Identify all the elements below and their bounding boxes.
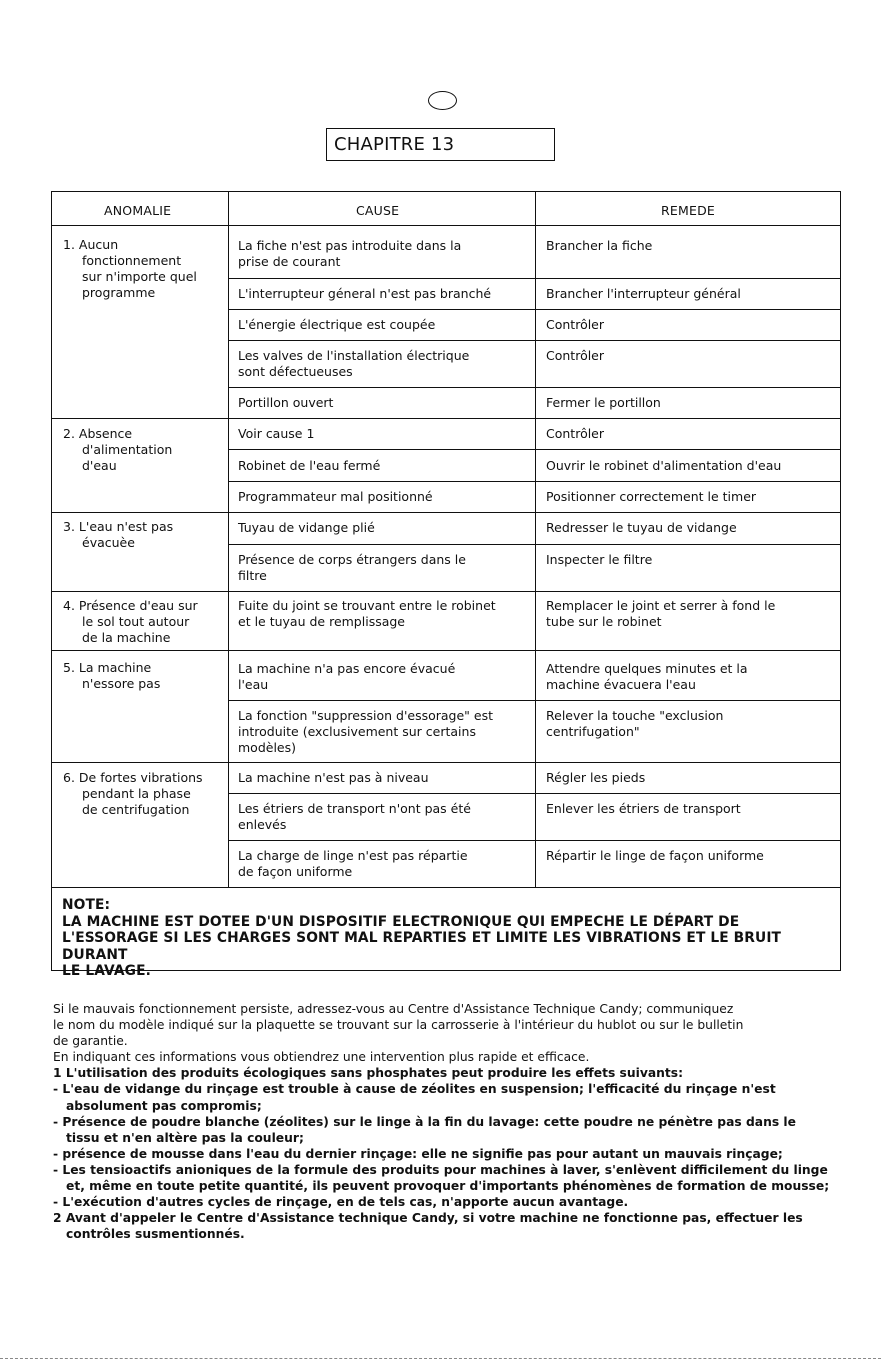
footer-line: tissu et n'en altère pas la couleur; [66, 1130, 304, 1145]
row-divider [51, 512, 841, 513]
note-box [62, 897, 832, 980]
cause-cell: Les valves de l'installation électrique sont défectueuses [238, 348, 470, 379]
footer-line: et, même en toute petite quantité, ils peuvent provoquer d'importants phénomènes de formation de mousse; [66, 1179, 830, 1194]
anomaly-line: d'eau [82, 458, 117, 473]
footer-line: - L'eau de vidange du rinçage est trouble à cause de zéolites en suspension; l'efficacité du rinçage n'est [53, 1082, 776, 1097]
header-cause: CAUSE [356, 203, 400, 218]
cause-cell: Présence de corps étrangers dans le filtre [238, 552, 466, 583]
remedy-cell: Enlever les étriers de transport [546, 801, 741, 816]
anomaly-5 [63, 660, 228, 692]
sub-row-divider [228, 309, 841, 310]
header-anomalie: ANOMALIE [104, 203, 172, 218]
sub-row-divider [228, 544, 841, 545]
row-divider [51, 591, 841, 592]
note-line: LA MACHINE EST DOTEE D'UN DISPOSITIF ELECTRONIQUE QUI EMPECHE LE DÉPART DE [62, 913, 740, 930]
anomaly-title: Aucun [78, 237, 119, 252]
anomaly-line: de centrifugation [82, 802, 190, 817]
remedy-cell: Brancher la fiche [546, 238, 653, 253]
anomaly-line: fonctionnement [82, 253, 182, 268]
footer-text [53, 1001, 843, 1242]
anomaly-3 [63, 519, 228, 551]
remedy-cell: Redresser le tuyau de vidange [546, 520, 737, 535]
column-divider [535, 191, 536, 887]
anomaly-title: Absence [78, 426, 133, 441]
cause-cell: L'énergie électrique est coupée [238, 317, 436, 332]
cause-cell: Tuyau de vidange plié [238, 520, 375, 535]
footer-line: En indiquant ces informations vous obtiendrez une intervention plus rapide et efficace. [53, 1050, 590, 1065]
cause-cell: La charge de linge n'est pas répartie de façon uniforme [238, 848, 468, 879]
anomaly-line: programme [82, 285, 156, 300]
language-oval-marker [428, 91, 457, 110]
sub-row-divider [228, 278, 841, 279]
remedy-cell: Fermer le portillon [546, 395, 661, 410]
footer-line: 2 Avant d'appeler le Centre d'Assistance technique Candy, si votre machine ne fonctionne pas, effectuer les [53, 1211, 803, 1226]
footer-line: absolument pas compromis; [66, 1098, 262, 1113]
anomaly-title: La machine [78, 660, 152, 675]
anomaly-line: évacuèe [82, 535, 135, 550]
remedy-cell: Brancher l'interrupteur général [546, 286, 741, 301]
cause-cell: Les étriers de transport n'ont pas été enlevés [238, 801, 471, 832]
header-remede: REMEDE [661, 203, 715, 218]
row-divider [51, 650, 841, 651]
note-line: L'ESSORAGE SI LES CHARGES SONT MAL REPARTIES ET LIMITE LES VIBRATIONS ET LE BRUIT DURANT [62, 930, 782, 963]
row-divider [51, 887, 841, 888]
cause-cell: Portillon ouvert [238, 395, 334, 410]
row-divider [51, 418, 841, 419]
cause-cell: Robinet de l'eau fermé [238, 458, 381, 473]
sub-row-divider [228, 481, 841, 482]
anomaly-number: 3. [63, 519, 75, 534]
footer-line: - Les tensioactifs anioniques de la formule des produits pour machines à laver, s'enlèvent difficilement du linge [53, 1162, 828, 1177]
remedy-cell: Contrôler [546, 348, 605, 363]
anomaly-line: pendant la phase [82, 786, 191, 801]
anomaly-4 [63, 598, 228, 646]
anomaly-line: sur n'importe quel [82, 269, 197, 284]
remedy-cell: Contrôler [546, 317, 605, 332]
remedy-cell: Régler les pieds [546, 770, 646, 785]
anomaly-title: De fortes vibrations [78, 770, 203, 785]
remedy-cell: Contrôler [546, 426, 605, 441]
footer-line: - L'exécution d'autres cycles de rinçage, en de tels cas, n'apporte aucun avantage. [53, 1195, 629, 1210]
remedy-cell: Attendre quelques minutes et la machine évacuera l'eau [546, 661, 748, 692]
note-line: LE LAVAGE. [62, 963, 151, 979]
anomaly-line: n'essore pas [82, 676, 161, 691]
footer-line: - présence de mousse dans l'eau du dernier rinçage: elle ne signifie pas pour autant un mauvais rinçage; [53, 1146, 783, 1161]
anomaly-number: 5. [63, 660, 75, 675]
column-divider [228, 191, 229, 887]
remedy-cell: Inspecter le filtre [546, 552, 653, 567]
footer-line: Si le mauvais fonctionnement persiste, adressez-vous au Centre d'Assistance Technique Candy; communiquez [53, 1002, 734, 1016]
remedy-cell: Relever la touche "exclusion centrifugation" [546, 708, 724, 739]
cause-cell: Voir cause 1 [238, 426, 315, 441]
anomaly-2 [63, 426, 228, 474]
anomaly-line: d'alimentation [82, 442, 173, 457]
anomaly-number: 2. [63, 426, 75, 441]
footer-line: de garantie. [53, 1034, 128, 1049]
cause-cell: L'interrupteur géneral n'est pas branché [238, 286, 492, 301]
sub-row-divider [228, 700, 841, 701]
anomaly-1 [63, 237, 228, 301]
row-divider [51, 762, 841, 763]
anomaly-title: Présence d'eau sur [78, 598, 198, 613]
note-title: NOTE: [62, 897, 111, 913]
sub-row-divider [228, 449, 841, 450]
sub-row-divider [228, 840, 841, 841]
remedy-cell: Positionner correctement le timer [546, 489, 757, 504]
remedy-cell: Ouvrir le robinet d'alimentation d'eau [546, 458, 782, 473]
remedy-cell: Remplacer le joint et serrer à fond le tube sur le robinet [546, 598, 776, 629]
anomaly-title: L'eau n'est pas [78, 519, 174, 534]
remedy-cell: Répartir le linge de façon uniforme [546, 848, 764, 863]
cause-cell: La fonction "suppression d'essorage" est introduite (exclusivement sur certains modèles) [238, 708, 493, 755]
row-divider [51, 225, 841, 226]
cause-cell: Programmateur mal positionné [238, 489, 433, 504]
sub-row-divider [228, 340, 841, 341]
cause-cell: Fuite du joint se trouvant entre le robinet et le tuyau de remplissage [238, 598, 496, 629]
footer-line: le nom du modèle indiqué sur la plaquette se trouvant sur la carrosserie à l'intérieur du hublot ou sur le bulletin [53, 1018, 744, 1033]
cause-cell: La machine n'a pas encore évacué l'eau [238, 661, 456, 692]
footer-line: contrôles susmentionnés. [66, 1227, 245, 1242]
sub-row-divider [228, 793, 841, 794]
cause-cell: La machine n'est pas à niveau [238, 770, 429, 785]
anomaly-number: 6. [63, 770, 75, 785]
anomaly-number: 1. [63, 237, 75, 252]
anomaly-line: le sol tout autour [82, 614, 190, 629]
anomaly-6 [63, 770, 228, 818]
cause-cell: La fiche n'est pas introduite dans la prise de courant [238, 238, 462, 269]
anomaly-line: de la machine [82, 630, 171, 645]
chapter-title: CHAPITRE 13 [326, 128, 555, 161]
footer-line: 1 L'utilisation des produits écologiques sans phosphates peut produire les effets suivants: [53, 1066, 684, 1081]
footer-line: - Présence de poudre blanche (zéolites) sur le linge à la fin du lavage: cette poudre ne pénètre pas dans le [53, 1114, 796, 1129]
anomaly-number: 4. [63, 598, 75, 613]
sub-row-divider [228, 387, 841, 388]
page-cut-line [0, 1358, 881, 1359]
